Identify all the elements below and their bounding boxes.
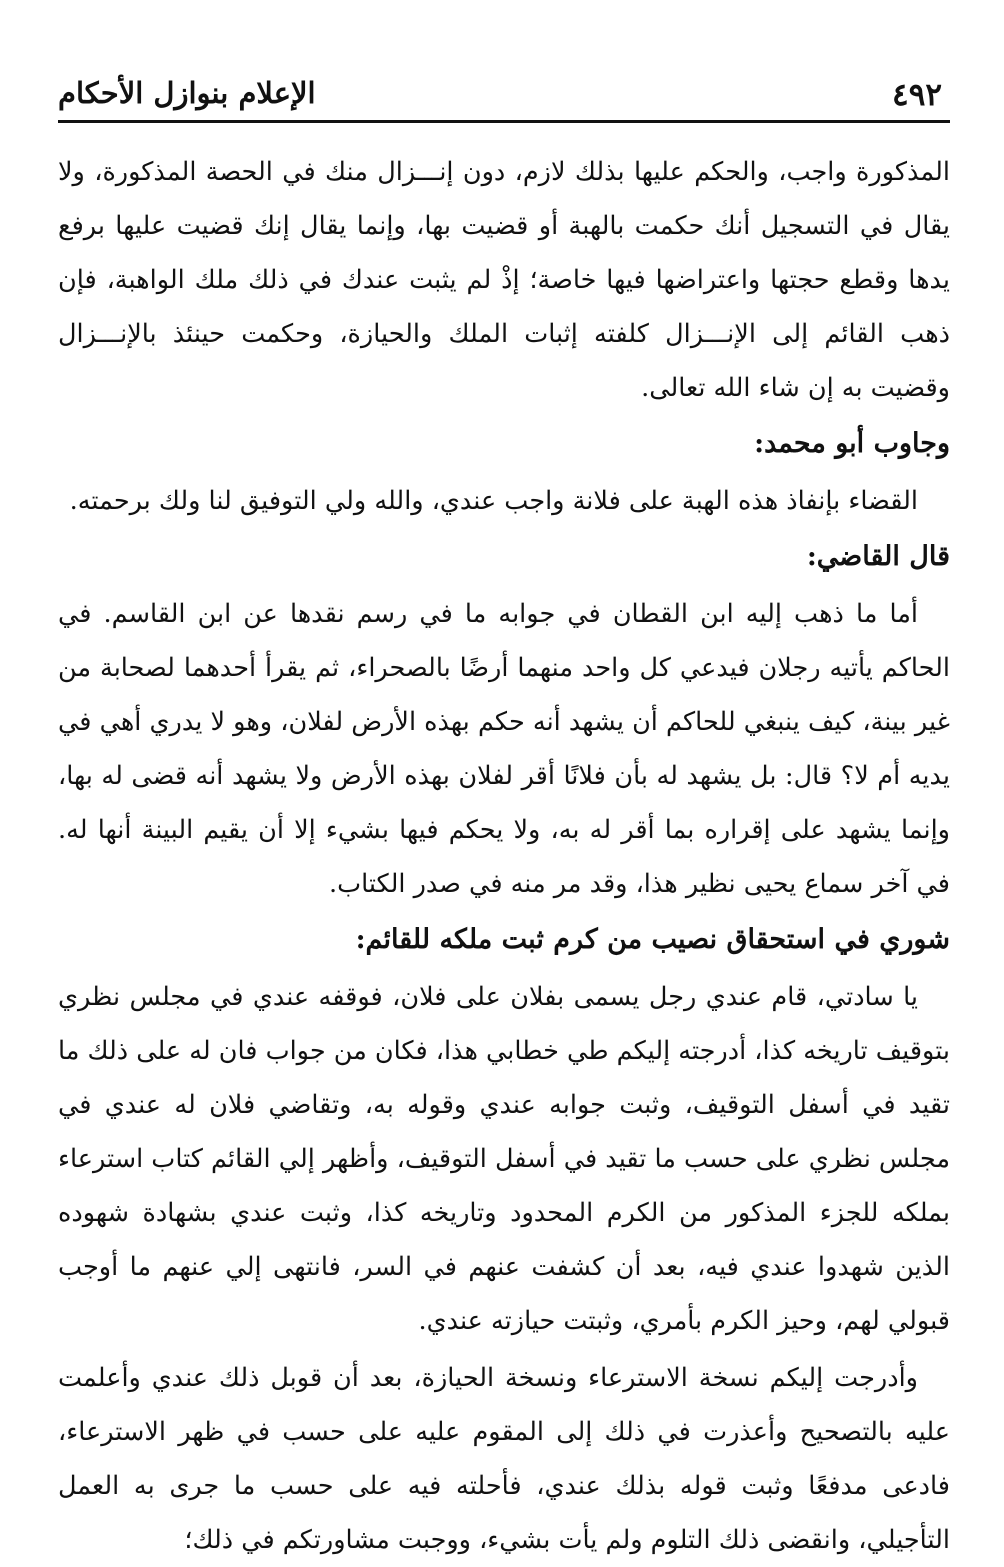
- section-heading-consultation: شوري في استحقاق نصيب من كرم ثبت ملكه للقائم:: [355, 924, 950, 955]
- book-title: الإعلام بنوازل الأحكام: [58, 76, 316, 110]
- section-heading-abu-muhammad: وجاوب أبو محمد:: [754, 428, 950, 459]
- paragraph-consultation-continuation: وأدرجت إليكم نسخة الاسترعاء ونسخة الحيازة، بعد أن قوبل ذلك عندي وأعلمت عليه بالتصحيح وأعذرت في ذلك إلى المقوم عليه على حسب في ظهر الاسترعاء، فادعى مدفعًا وثبت قوله بذلك عندي، فأحلته فيه على حسب ما جرى به العمل التأجيلي، وانقضى ذلك التلوم ولم يأت بشيء، ووجبت مشاورتكم في ذلك؛: [58, 1363, 950, 1555]
- paragraph-consultation-case: يا سادتي، قام عندي رجل يسمى بفلان على فلان، فوقفه عندي في مجلس نظري بتوقيف تاريخه كذا، أدرجته إليكم طي خطابي هذا، فكان من جواب فان له على ذلك ما تقيد في أسفل التوقيف، وثبت جوابه عندي وقوله به، وتقاضي فلان له عندي في مجلس نظري على حسب ما تقيد في أسفل التوقيف، وأظهر إلي القائم كتاب استرعاء بملكه للجزء المذكور من الكرم المحدود وتاريخه كذا، وثبت عندي بشهادة شهوده الذين شهدوا عندي فيه، بعد أن كشفت عنهم في السر، فانتهى إلي عنهم ما أوجب قبولي لهم، وحيز الكرم بأمري، وثبتت حيازته عندي.: [57, 982, 950, 1336]
- paragraph-continuation: المذكورة واجب، والحكم عليها بذلك لازم، دون إنـــزال منك في الحصة المذكورة، ولا يقال في التسجيل أنك حكمت بالهبة أو قضيت بها، وإنما يقال إنك قضيت عليها برفع يدها وقطع حجتها واعتراضها فيها خاصة؛ إذْ لم يثبت عندك في ذلك ملك الواهبة، فإن ذهب القائم إلى الإنـــزال كلفته إثبات الملك والحيازة، وحكمت حينئذ بالإنـــزال وقضيت به إن شاء الله تعالى.: [58, 157, 950, 403]
- page-number: ٤٩٢: [892, 77, 942, 113]
- paragraph-qadi-opinion: أما ما ذهب إليه ابن القطان في جوابه ما في رسم نقدها عن ابن القاسم. في الحاكم يأتيه رجلان فيدعي كل واحد منهما أرضًا بالصحراء، ثم يقرأ أحدهما لصحابة من غير بينة، كيف ينبغي للحاكم أن يشهد أنه حكم بهذه الأرض لفلان، وهو لا يدري أهي في يديه أم لا؟ قال: بل يشهد له بأن فلانًا أقر لفلان بهذه الأرض ولا يشهد أنه قضى له بها، وإنما يشهد على إقراره بما أقر له به، ولا يحكم فيها بشيء إلا أن يقيم البينة أنها له. في آخر سماع يحيى نظير هذا، وقد مر منه في صدر الكتاب.: [58, 599, 950, 899]
- running-header: [58, 62, 950, 123]
- section-heading-qadi: قال القاضي:: [806, 541, 950, 572]
- document-body: [58, 145, 950, 1567]
- paragraph-abu-muhammad-answer: القضاء بإنفاذ هذه الهبة على فلانة واجب عندي، والله ولي التوفيق لنا ولك برحمته.: [69, 486, 918, 516]
